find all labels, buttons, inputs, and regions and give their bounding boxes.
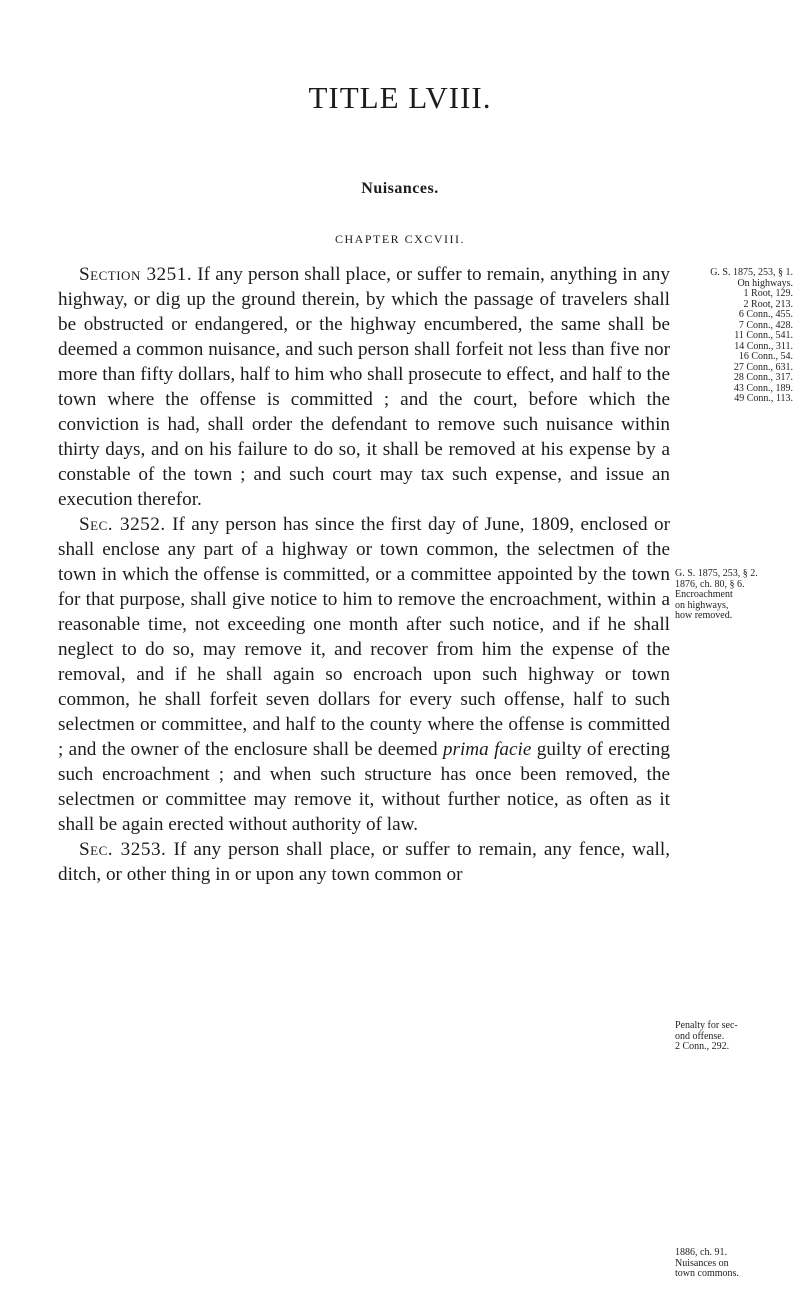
margin-line: 1 Root, 129. — [743, 288, 793, 299]
margin-line: 2 Root, 213. — [743, 298, 793, 310]
margin-line: 49 Conn., 113. — [734, 393, 793, 404]
margin-line: on highways, — [675, 599, 729, 611]
section-text: If any person has since the first day of June, 1809, enclosed or shall enclose any part of a highway or town common, the selectmen of the town in which the offense is committed, or a committee appointed by the town for that purpose, shall give notice to him to remove the encroachment, within a reasonable time, not exceeding one month after such notice, and if he shall neglect to do so, may remove it, and recover from him the expense of the removal, and if he shall again so encroach upon such highway or town common, he shall forfeit seven dollars for every such offense, half to such selectmen or committee, and half to the county where the offense is committed ; and the owner of the enclosure shall be deemed — [58, 514, 670, 760]
margin-note-citations-3251 — [675, 268, 793, 405]
margin-line: 14 Conn., 311. — [734, 340, 793, 352]
margin-line: Encroachment — [675, 589, 733, 600]
section-number: Sec. 3253. — [79, 839, 167, 860]
margin-line: Penalty for sec- — [675, 1020, 738, 1031]
margin-line: ond offense. — [675, 1030, 725, 1042]
title-heading: TITLE LVIII. — [308, 80, 492, 115]
section-text: If any person shall place, or suffer to remain, anything in any highway, or dig up the ground therein, by which the passage of travelers shall be obstructed or endangered, or the highway encumbered, the same shall be deemed a common nuisance, and such person shall forfeit not less than five nor more than fifty dollars, half to him who shall prosecute to effect, and half to the town where the offense is committed ; and the court, before which the conviction is had, shall order the defendant to remove such nuisance within thirty days, and on his failure to do so, it shall be removed at his expense by a constable of the town ; and such court may tax such expense, and issue an execution therefor. — [58, 264, 670, 510]
margin-line: On highways. — [737, 277, 793, 289]
section-text: If any person shall place, or suffer to remain, any fence, wall, ditch, or other thing in or upon any town common or — [58, 839, 670, 885]
margin-line: 2 Conn., 292. — [675, 1041, 730, 1052]
statute-body — [58, 262, 670, 887]
subtitle-heading: Nuisances. — [361, 180, 439, 197]
margin-line: how removed. — [675, 610, 733, 621]
margin-line: Nuisances on — [675, 1257, 729, 1269]
section-text-continued: guilty of erecting such encroachment ; and when such structure has once been removed, the selectmen or committee may remove it, without further notice, as often as it shall be again erected without authority of law. — [58, 739, 670, 835]
margin-line: town commons. — [675, 1268, 739, 1279]
section-number: Section 3251. — [79, 264, 193, 285]
section-3253 — [58, 837, 670, 887]
margin-line: 27 Conn., 631. — [733, 361, 793, 373]
margin-note-citations-3252 — [675, 569, 793, 622]
margin-line: 11 Conn., 541. — [734, 330, 793, 341]
section-number: Sec. 3252. — [79, 514, 166, 535]
margin-line: 7 Conn., 428. — [738, 319, 793, 331]
margin-line: G. S. 1875, 253, § 2. — [675, 568, 758, 579]
margin-line: 1876, ch. 80, § 6. — [675, 578, 745, 590]
margin-line: 16 Conn., 54. — [738, 351, 793, 362]
margin-line: 28 Conn., 317. — [733, 372, 793, 383]
chapter-heading: CHAPTER CXCVIII. — [334, 232, 465, 246]
margin-note-citations-3253 — [675, 1248, 793, 1280]
italic-phrase: prima facie — [442, 739, 532, 760]
section-3252 — [58, 512, 670, 837]
margin-line: 1886, ch. 91. — [675, 1247, 727, 1258]
margin-line: 6 Conn., 455. — [738, 309, 793, 320]
margin-note-penalty — [675, 1021, 793, 1053]
margin-line: 43 Conn., 189. — [733, 382, 793, 394]
margin-line: G. S. 1875, 253, § 1. — [710, 267, 793, 278]
section-3251 — [58, 262, 670, 512]
